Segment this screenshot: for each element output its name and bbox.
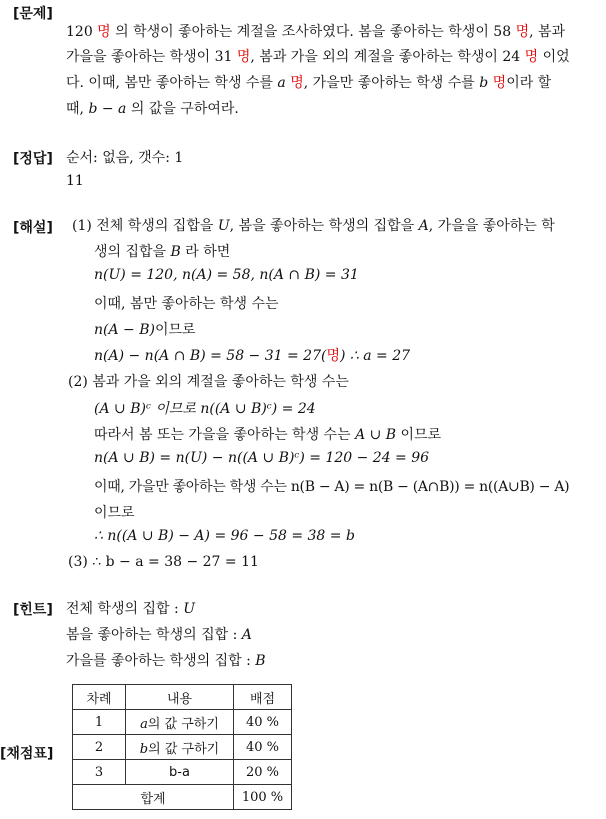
section-answer-label: [정답] — [13, 151, 53, 167]
section-scoring-label: [채점표] — [0, 746, 54, 762]
answer-value: 11 — [66, 173, 84, 189]
header-content: 내용 — [126, 685, 234, 710]
hint-line-2: 봄을 좋아하는 학생의 집합 : A — [66, 627, 252, 643]
total-label: 합계 — [73, 785, 234, 810]
explanation-text-3: 이때, 가을만 좋아하는 학생 수는 n(B − A) = n(B − (A∩B)) = n((A∪B) − A) — [94, 479, 570, 495]
row-order: 3 — [73, 760, 126, 785]
equation-6: ∴ n((A ∪ B) − A) = 96 − 58 = 38 = b — [94, 528, 355, 544]
explanation-text-1: 이때, 봄만 좋아하는 학생 수는 — [94, 296, 279, 312]
section-problem-label: [문제] — [13, 6, 53, 22]
problem-line-3: 다. 이때, 봄만 좋아하는 학생 수를 a 명, 가을만 좋아하는 학생 수를 b 명이라 할 — [66, 75, 552, 91]
problem-line-2: 가을을 좋아하는 학생이 31 명, 봄과 가을 외의 계절을 좋아하는 학생이 24 명 이었 — [66, 49, 570, 65]
table-row — [73, 735, 292, 760]
table-row — [73, 760, 292, 785]
explanation-text-3-cont: 이므로 — [94, 505, 135, 521]
explanation-step-1: (1) 전체 학생의 집합을 U, 봄을 좋아하는 학생의 집합을 A, 가을을 좋아하는 학 — [72, 218, 555, 234]
explanation-step-1-cont: 생의 집합을 B 라 하면 — [94, 244, 231, 260]
table-total-row — [73, 785, 292, 810]
problem-line-1: 120 명 의 학생이 좋아하는 계절을 조사하였다. 봄을 좋아하는 학생이 58 명, 봄과 — [66, 24, 566, 40]
section-hint-label: [힌트] — [13, 602, 53, 618]
row-content: b의 값 구하기 — [126, 735, 234, 760]
equation-3: n(A) − n(A ∩ B) = 58 − 31 = 27(명) ∴ a = 27 — [94, 348, 411, 364]
explanation-text-2: 따라서 봄 또는 가을을 좋아하는 학생 수는 A ∪ B 이므로 — [94, 427, 442, 443]
row-points: 40 % — [234, 710, 292, 735]
section-explanation-label: [해설] — [13, 220, 53, 236]
explanation-step-3: (3) ∴ b − a = 38 − 27 = 11 — [68, 554, 259, 570]
problem-line-4: 때, b − a 의 값을 구하여라. — [66, 101, 239, 117]
row-points: 40 % — [234, 735, 292, 760]
table-header-row — [73, 685, 292, 710]
answer-meta: 순서: 없음, 갯수: 1 — [66, 150, 184, 166]
equation-5: n(A ∪ B) = n(U) − n((A ∪ B)ᶜ) = 120 − 24 = 96 — [94, 450, 430, 466]
row-order: 1 — [73, 710, 126, 735]
header-order: 차례 — [73, 685, 126, 710]
header-points: 배점 — [234, 685, 292, 710]
equation-2: n(A − B)이므로 — [94, 322, 196, 338]
row-content: b-a — [126, 760, 234, 785]
hint-line-1: 전체 학생의 집합 : U — [66, 601, 195, 617]
table-row — [73, 710, 292, 735]
equation-1: n(U) = 120, n(A) = 58, n(A ∩ B) = 31 — [94, 267, 359, 283]
equation-4: (A ∪ B)ᶜ 이므로 n((A ∪ B)ᶜ) = 24 — [94, 401, 316, 417]
total-points: 100 % — [234, 785, 292, 810]
row-order: 2 — [73, 735, 126, 760]
hint-line-3: 가을를 좋아하는 학생의 집합 : B — [66, 653, 266, 669]
row-content: a의 값 구하기 — [126, 710, 234, 735]
scoring-table — [72, 684, 292, 810]
explanation-step-2: (2) 봄과 가을 외의 계절을 좋아하는 학생 수는 — [68, 374, 349, 390]
row-points: 20 % — [234, 760, 292, 785]
